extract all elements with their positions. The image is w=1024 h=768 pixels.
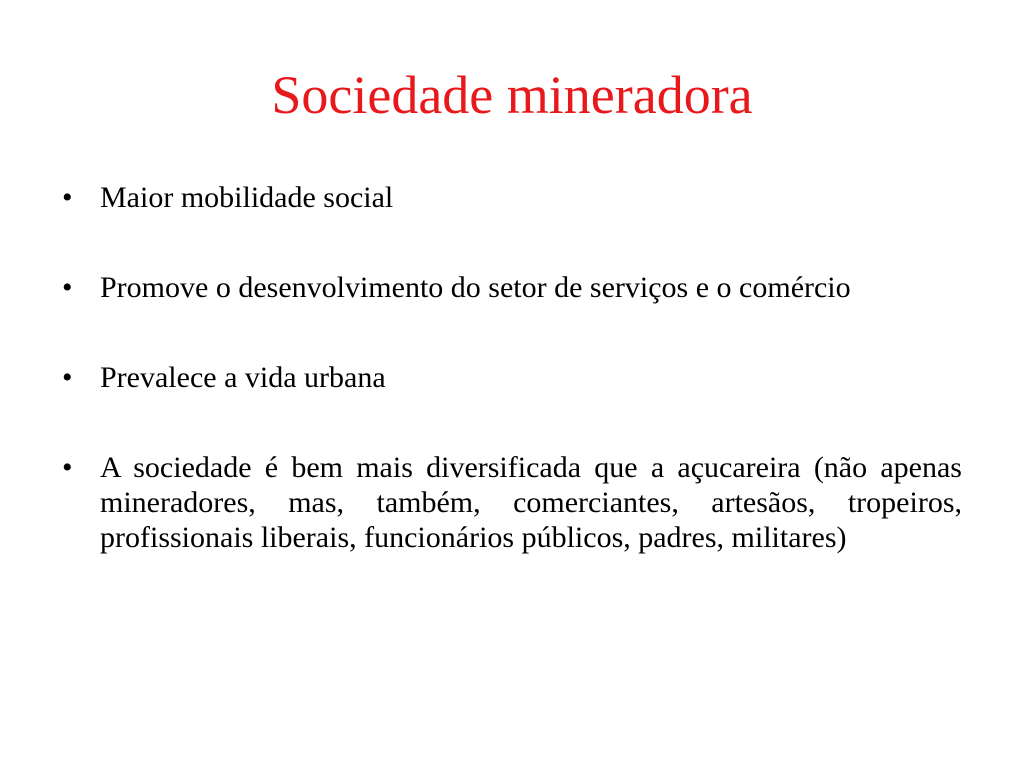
bullet-item <box>56 360 962 395</box>
bullet-list <box>56 180 962 555</box>
bullet-text: A sociedade é bem mais diversificada que a açucareira (não apenas mineradores, mas, também, comerciantes, artesãos, tropeiros, profissionais liberais, funcionários públicos, padres, militares) <box>100 451 962 554</box>
bullet-text: Prevalece a vida urbana <box>100 361 386 394</box>
bullet-dot-icon: • <box>62 451 73 484</box>
bullet-dot-icon: • <box>62 271 73 304</box>
bullet-text: Promove o desenvolvimento do setor de serviços e o comércio <box>100 271 851 304</box>
slide-title: Sociedade mineradora <box>271 65 753 125</box>
bullet-item <box>56 450 962 555</box>
bullet-dot-icon: • <box>62 181 73 214</box>
bullet-item <box>56 180 962 215</box>
bullet-text: Maior mobilidade social <box>100 181 394 214</box>
bullet-dot-icon: • <box>62 361 73 394</box>
bullet-item <box>56 270 962 305</box>
